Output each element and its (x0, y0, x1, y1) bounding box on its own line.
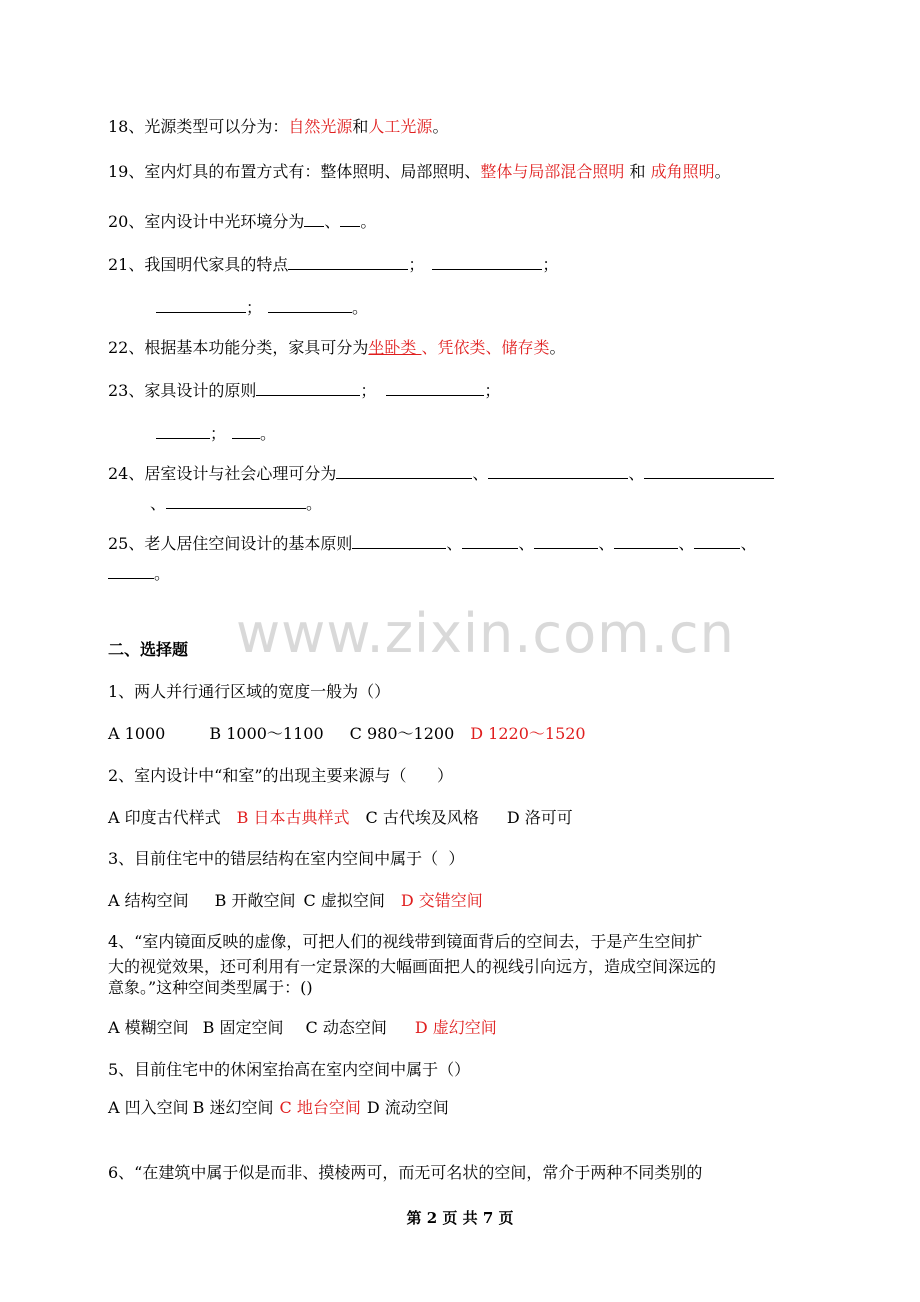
option-b[interactable]: B 固定空间 (202, 1018, 284, 1037)
q22-answer-1: 坐卧类 (368, 338, 422, 357)
q25-sep: 、 (740, 534, 757, 553)
q19-mid: 和 (624, 162, 651, 181)
q25-sep: 、 (678, 534, 695, 553)
option-a[interactable]: A 凹入空间 (108, 1098, 189, 1117)
question-20 (108, 212, 376, 232)
q23-semi: ； (360, 381, 377, 400)
option-b[interactable]: B 1000～1100 (209, 724, 324, 743)
option-d[interactable]: D 流动空间 (366, 1098, 449, 1117)
q19-end: 。 (714, 162, 731, 181)
q25-sep: 、 (446, 534, 463, 553)
option-d[interactable]: D 1220～1520 (470, 724, 586, 743)
blank[interactable] (694, 534, 740, 549)
option-b[interactable]: B 日本古典样式 (236, 808, 350, 827)
q22-answer-2: 、凭依类、储存类 (421, 338, 550, 357)
choice-4-stem-line-2: 大的视觉效果，还可利用有一定景深的大幅画面把人的视线引向远方，造成空间深远的 (108, 957, 717, 976)
blank[interactable] (268, 298, 352, 313)
q24-end: 。 (306, 494, 323, 513)
option-d[interactable]: D 交错空间 (400, 891, 483, 910)
choice-5-stem: 5、目前住宅中的休闲室抬高在室内空间中属于（） (108, 1060, 471, 1079)
choice-1-options (108, 724, 586, 744)
q23-text: 23、家具设计的原则 (108, 381, 257, 400)
q25-end: 。 (154, 564, 171, 583)
choice-2-options (108, 808, 573, 828)
question-19 (108, 162, 731, 182)
blank[interactable] (304, 212, 324, 227)
option-c[interactable]: C 地台空间 (279, 1098, 361, 1117)
q20-end: 。 (360, 212, 377, 231)
blank[interactable] (232, 424, 260, 439)
option-a[interactable]: A 印度古代样式 (108, 808, 221, 827)
q21-semi: ； (408, 255, 425, 274)
q21-text: 21、我国明代家具的特点 (108, 255, 289, 274)
option-c[interactable]: C 古代埃及风格 (365, 808, 479, 827)
q19-answer-2: 成角照明 (650, 162, 715, 181)
choice-5-options (108, 1098, 449, 1118)
q21-semi: ； (542, 255, 559, 274)
blank[interactable] (340, 212, 360, 227)
q19-number: 19、 (108, 162, 145, 181)
q18-answer-2: 人工光源 (368, 117, 433, 136)
blank[interactable] (488, 464, 628, 479)
q18-answer-1: 自然光源 (288, 117, 353, 136)
blank[interactable] (432, 255, 542, 270)
q19-answer-1: 整体与局部混合照明 (480, 162, 625, 181)
q24-sep: 、 (150, 494, 167, 513)
option-c[interactable]: C 虚拟空间 (303, 891, 385, 910)
option-c[interactable]: C 980～1200 (349, 724, 455, 743)
q22-end: 。 (549, 338, 566, 357)
blank[interactable] (256, 381, 360, 396)
blank[interactable] (166, 494, 306, 509)
choice-4-stem-line-1: 4、“室内镜面反映的虚像，可把人们的视线带到镜面背后的空间去，于是产生空间扩 (108, 932, 703, 951)
option-c[interactable]: C 动态空间 (305, 1018, 387, 1037)
blank[interactable] (352, 534, 446, 549)
q20-sep: 、 (324, 212, 341, 231)
question-22 (108, 338, 566, 358)
blank[interactable] (156, 298, 246, 313)
blank[interactable] (462, 534, 518, 549)
q24-text: 24、居室设计与社会心理可分为 (108, 464, 337, 483)
question-25 (108, 534, 756, 554)
option-a[interactable]: A 结构空间 (108, 891, 189, 910)
choice-6-stem: 6、“在建筑中属于似是而非、摸棱两可，而无可名状的空间，常介于两种不同类别的 (108, 1163, 703, 1182)
question-23 (108, 381, 500, 401)
choice-1-stem: 1、两人并行通行区域的宽度一般为（） (108, 682, 391, 701)
question-23-cont (156, 424, 276, 444)
option-d[interactable]: D 虚幻空间 (414, 1018, 497, 1037)
q18-end: 。 (432, 117, 449, 136)
choice-3-stem: 3、目前住宅中的错层结构在室内空间中属于（ ） (108, 849, 465, 868)
blank[interactable] (288, 255, 408, 270)
blank[interactable] (108, 564, 154, 579)
q18-number: 18、 (108, 117, 145, 136)
blank[interactable] (614, 534, 678, 549)
q23-semi: ； (484, 381, 501, 400)
q18-mid: 和 (352, 117, 369, 136)
q18-text: 光源类型可以分为： (144, 117, 289, 136)
choice-4-options (108, 1018, 497, 1038)
blank[interactable] (156, 424, 210, 439)
blank[interactable] (386, 381, 484, 396)
q21-end: 。 (352, 298, 369, 317)
watermark: www.zixin.com.cn (236, 602, 735, 665)
q24-sep: 、 (472, 464, 489, 483)
question-21 (108, 255, 558, 275)
q23-end: 。 (260, 424, 277, 443)
option-a[interactable]: A 1000 (108, 724, 166, 743)
choice-2-stem: 2、室内设计中“和室”的出现主要来源与（ ） (108, 766, 454, 785)
question-24-cont (150, 494, 322, 514)
section-title: 二、选择题 (108, 640, 189, 659)
q25-text: 25、老人居住空间设计的基本原则 (108, 534, 353, 553)
q24-sep: 、 (628, 464, 645, 483)
question-18 (108, 117, 448, 137)
option-b[interactable]: B 迷幻空间 (192, 1098, 274, 1117)
question-24 (108, 464, 774, 484)
page-footer: 第 2 页 共 7 页 (406, 1209, 514, 1227)
question-21-cont (156, 298, 368, 318)
choice-3-options (108, 891, 483, 911)
q25-sep: 、 (518, 534, 535, 553)
q22-text: 22、根据基本功能分类，家具可分为 (108, 338, 369, 357)
q23-semi: ； (210, 424, 227, 443)
q19-text: 室内灯具的布置方式有：整体照明、局部照明、 (144, 162, 481, 181)
blank[interactable] (534, 534, 598, 549)
blank[interactable] (644, 464, 774, 479)
q25-sep: 、 (598, 534, 615, 553)
choice-4-stem-line-3: 意象。”这种空间类型属于：() (108, 978, 313, 997)
option-a[interactable]: A 模糊空间 (108, 1018, 189, 1037)
question-25-cont (108, 564, 170, 584)
option-b[interactable]: B 开敞空间 (214, 891, 296, 910)
blank[interactable] (336, 464, 472, 479)
option-d[interactable]: D 洛可可 (506, 808, 573, 827)
q20-text: 20、室内设计中光环境分为 (108, 212, 305, 231)
q21-semi: ； (246, 298, 263, 317)
